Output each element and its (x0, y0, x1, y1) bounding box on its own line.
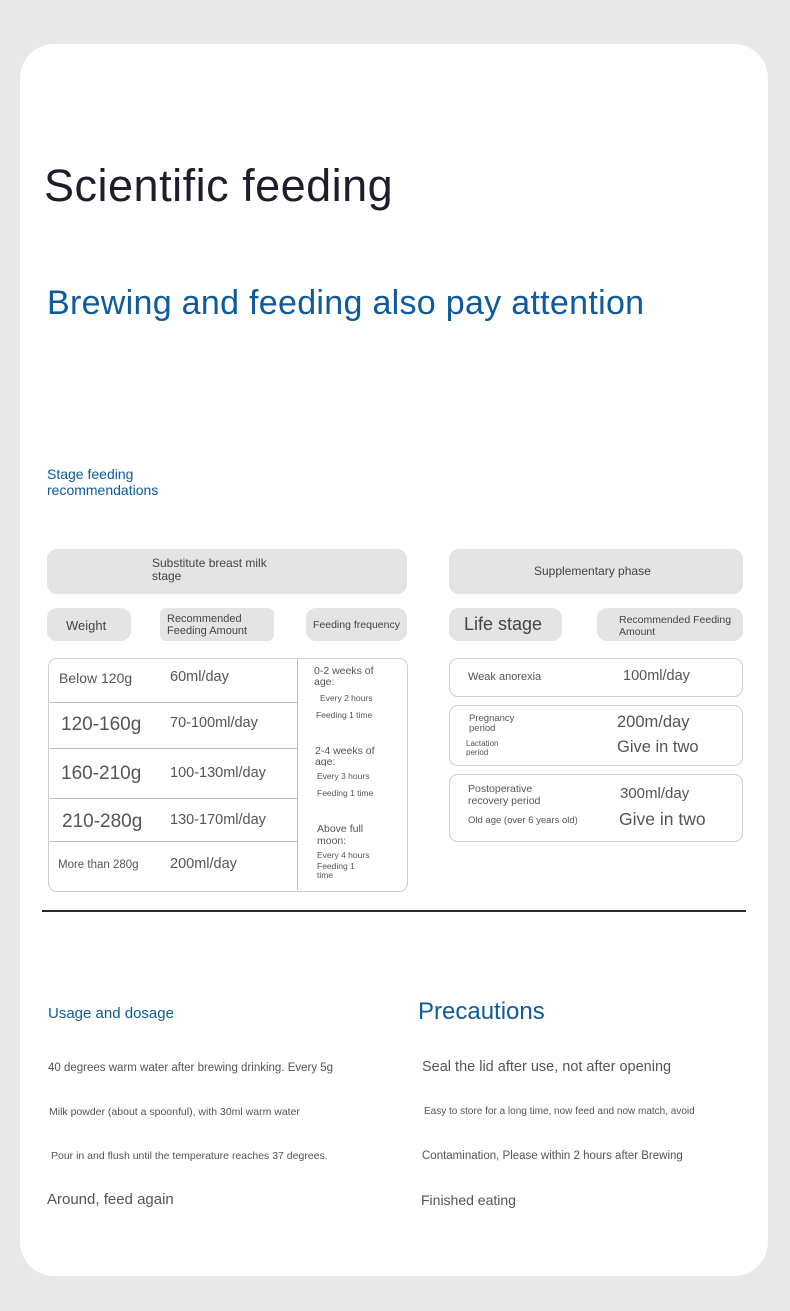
precautions-title: Precautions (418, 998, 545, 1025)
usage-title: Usage and dosage (48, 1005, 174, 1022)
usage-line: Pour in and flush until the temperature reaches 37 degrees. (51, 1150, 328, 1162)
frequency-column-label: Feeding frequency (313, 619, 400, 631)
frequency-age: Above full moon: (317, 823, 364, 847)
life-stage-column-header (449, 608, 562, 641)
amount-cell: 130-170ml/day (170, 812, 266, 828)
frequency-every: Every 2 hours (320, 693, 373, 703)
right-amount-cell: Give in two (617, 738, 699, 756)
life-stage-cell: Pregnancy period (469, 713, 515, 734)
amount-cell: 200ml/day (170, 856, 237, 872)
right-table-header-text: Supplementary phase (534, 564, 651, 578)
section-divider (42, 910, 746, 912)
weight-cell: More than 280g (58, 859, 139, 871)
life-stage-cell: Lactation period (466, 739, 499, 757)
life-stage-column-label: Life stage (464, 614, 543, 634)
weight-column-label: Weight (66, 618, 107, 633)
precaution-line: Finished eating (421, 1192, 516, 1208)
amount-cell: 70-100ml/day (170, 715, 258, 731)
amount-cell: 60ml/day (170, 669, 229, 685)
page-subtitle: Brewing and feeding also pay attention (47, 284, 645, 322)
frequency-feeding: Feeding 1 time (316, 710, 373, 720)
frequency-feeding: Feeding 1 time (317, 861, 355, 880)
usage-line: 40 degrees warm water after brewing drinking. Every 5g (48, 1062, 334, 1074)
amount-column-label: Recommended Feeding Amount (167, 613, 248, 637)
weight-cell: Below 120g (59, 670, 133, 686)
frequency-column-header (306, 608, 407, 641)
weight-cell: 120-160g (61, 714, 142, 735)
right-amount-cell: 100ml/day (623, 668, 690, 684)
life-stage-cell: Postoperative recovery period (468, 783, 541, 807)
weight-cell: 160-210g (61, 763, 142, 784)
right-amount-cell: Give in two (619, 809, 706, 829)
amount-cell: 100-130ml/day (170, 765, 266, 781)
right-table-header (449, 549, 743, 594)
right-amount-column-label: Recommended Feeding Amount (619, 614, 732, 638)
frequency-every: Every 4 hours (317, 850, 370, 860)
precaution-line: Seal the lid after use, not after opening (422, 1059, 672, 1075)
precaution-line: Easy to store for a long time, now feed and now match, avoid (424, 1106, 695, 1117)
frequency-every: Every 3 hours (317, 771, 370, 781)
frequency-column-divider (297, 659, 298, 890)
life-stage-cell: Weak anorexia (468, 671, 542, 683)
amount-column-header (160, 608, 274, 641)
precaution-line: Contamination, Please within 2 hours after Brewing (422, 1150, 683, 1162)
row-divider (50, 798, 297, 799)
weight-column-header (47, 608, 131, 641)
frequency-age: 2-4 weeks of age: (315, 746, 375, 766)
life-stage-cell: Old age (over 6 years old) (468, 815, 578, 826)
right-amount-column-header (597, 608, 743, 641)
right-amount-cell: 200m/day (617, 713, 690, 731)
page-title: Scientific feeding (44, 160, 394, 211)
stage-feeding-label: Stage feeding recommendations (47, 466, 159, 498)
usage-line: Around, feed again (47, 1191, 174, 1208)
left-table-header-text: Substitute breast milk stage (152, 556, 267, 583)
row-divider (50, 702, 297, 703)
frequency-feeding: Feeding 1 time (317, 788, 374, 798)
row-divider (50, 841, 297, 842)
row-divider (50, 748, 297, 749)
right-amount-cell: 300ml/day (620, 785, 690, 802)
usage-line: Milk powder (about a spoonful), with 30ml warm water (49, 1106, 300, 1118)
frequency-age: 0-2 weeks of age: (314, 665, 374, 688)
left-table-header (47, 549, 407, 594)
weight-cell: 210-280g (62, 811, 143, 832)
